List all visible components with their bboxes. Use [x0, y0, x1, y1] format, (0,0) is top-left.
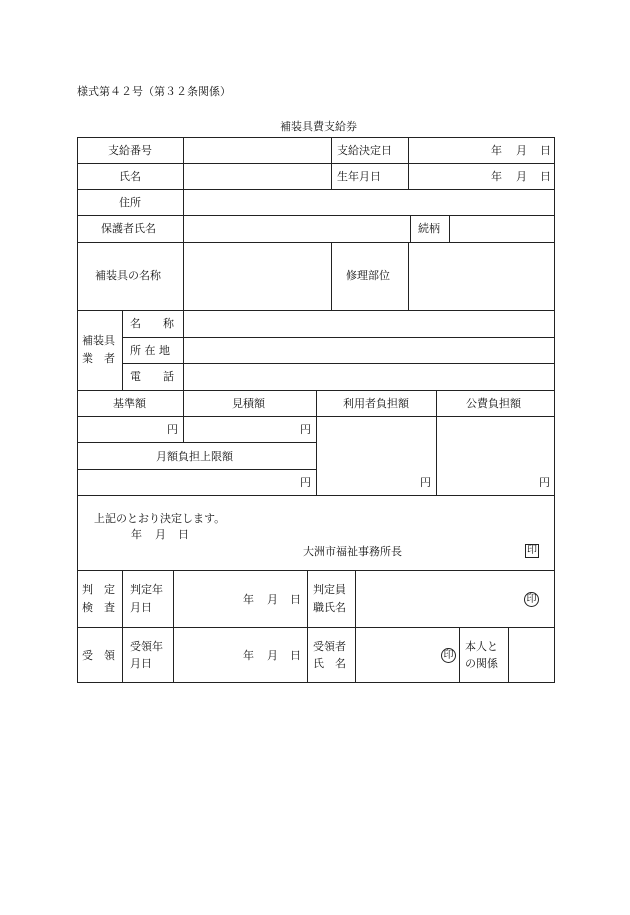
guardian-name-field[interactable]	[184, 216, 409, 241]
col-divider	[331, 137, 332, 189]
vendor-location-label: 所 在 地	[130, 344, 170, 357]
user-burden-label: 利用者負担額	[343, 397, 409, 410]
statement-month-unit: 月	[155, 528, 166, 541]
monthly-cap-label: 月額負担上限額	[156, 450, 233, 463]
decision-statement: 上記のとおり決定します。	[94, 512, 226, 525]
vendor-location-field[interactable]	[184, 338, 554, 362]
receipt-date-field[interactable]	[174, 628, 306, 682]
decision-day-unit: 日	[540, 144, 551, 157]
statement-day-unit: 日	[178, 528, 189, 541]
receipt-date-label-line1: 受領年	[130, 640, 163, 653]
vendor-phone-field[interactable]	[184, 364, 554, 389]
col-divider	[410, 215, 411, 242]
inspection-month-unit: 月	[267, 593, 278, 606]
vendor-phone-label: 電 話	[130, 370, 174, 383]
repair-part-label: 修理部位	[346, 269, 390, 282]
relation-label-line1: 本人と	[465, 640, 498, 653]
monthly-cap-yen: 円	[300, 476, 311, 489]
issuer-seal-icon: 印	[527, 545, 537, 556]
monthly-cap-field[interactable]	[78, 470, 315, 494]
decision-year-unit: 年	[491, 144, 502, 157]
birth-date-label: 生年月日	[337, 170, 381, 183]
vendor-name-field[interactable]	[184, 311, 554, 336]
birth-date-field[interactable]	[409, 164, 554, 188]
name-field[interactable]	[184, 164, 330, 188]
vendor-label-line1: 補装具	[82, 334, 115, 347]
receiver-label-line1: 受領者	[313, 640, 346, 653]
relation-field[interactable]	[509, 628, 554, 682]
inspection-label-line1: 判 定	[82, 583, 115, 596]
row-divider	[77, 627, 555, 628]
relationship-field[interactable]	[450, 216, 554, 241]
user-burden-field[interactable]	[317, 417, 435, 494]
inspection-day-unit: 日	[290, 593, 301, 606]
relationship-label: 続柄	[418, 222, 440, 235]
device-name-field[interactable]	[184, 243, 330, 309]
birth-day-unit: 日	[540, 170, 551, 183]
repair-part-field[interactable]	[409, 243, 554, 309]
col-divider	[122, 310, 123, 390]
col-divider	[331, 242, 332, 310]
address-label: 住所	[119, 196, 141, 209]
standard-amount-yen: 円	[167, 423, 178, 436]
name-label: 氏名	[119, 170, 141, 183]
receipt-day-unit: 日	[290, 649, 301, 662]
device-name-label: 補装具の名称	[95, 269, 161, 282]
estimate-amount-field[interactable]	[184, 417, 315, 441]
form-title: 補装具費支給券	[280, 120, 357, 133]
row-divider	[77, 442, 316, 443]
vendor-name-label: 名 称	[130, 317, 174, 330]
col-divider	[459, 627, 460, 683]
inspection-date-field[interactable]	[174, 571, 306, 626]
birth-month-unit: 月	[516, 170, 527, 183]
public-burden-yen: 円	[539, 476, 550, 489]
payment-decision-date-field[interactable]	[409, 138, 554, 162]
issuer-name: 大洲市福祉事務所長	[303, 545, 402, 558]
payment-number-label: 支給番号	[108, 144, 152, 157]
vendor-label-line2: 業 者	[82, 352, 115, 365]
decision-month-unit: 月	[516, 144, 527, 157]
relation-label-line2: の関係	[465, 657, 498, 670]
receiver-seal-icon: 印	[441, 648, 456, 663]
estimate-amount-yen: 円	[300, 423, 311, 436]
address-field[interactable]	[184, 190, 554, 214]
payment-decision-date-label: 支給決定日	[337, 144, 392, 157]
form-number: 様式第４２号（第３２条関係）	[77, 85, 231, 98]
public-burden-field[interactable]	[437, 417, 554, 494]
statement-year-unit: 年	[131, 528, 142, 541]
inspection-year-unit: 年	[243, 593, 254, 606]
receiver-label-line2: 氏 名	[313, 657, 346, 670]
birth-year-unit: 年	[491, 170, 502, 183]
inspection-date-label-line2: 月日	[130, 601, 152, 614]
inspection-seal-icon: 印	[524, 592, 539, 607]
payment-number-field[interactable]	[184, 138, 330, 162]
user-burden-yen: 円	[420, 476, 431, 489]
public-burden-label: 公費負担額	[466, 397, 521, 410]
receipt-label: 受 領	[82, 649, 115, 662]
inspection-label-line2: 検 査	[82, 601, 115, 614]
col-divider	[307, 570, 308, 683]
inspection-officer-label-line1: 判定員	[313, 583, 346, 596]
inspection-officer-label-line2: 職氏名	[313, 601, 346, 614]
col-divider	[183, 390, 184, 416]
row-divider	[77, 495, 555, 496]
standard-amount-label: 基準額	[113, 397, 146, 410]
estimate-amount-label: 見積額	[232, 397, 265, 410]
inspection-date-label-line1: 判定年	[130, 583, 163, 596]
receipt-month-unit: 月	[267, 649, 278, 662]
receipt-year-unit: 年	[243, 649, 254, 662]
receipt-date-label-line2: 月日	[130, 657, 152, 670]
guardian-name-label: 保護者氏名	[101, 222, 156, 235]
col-divider	[122, 570, 123, 683]
